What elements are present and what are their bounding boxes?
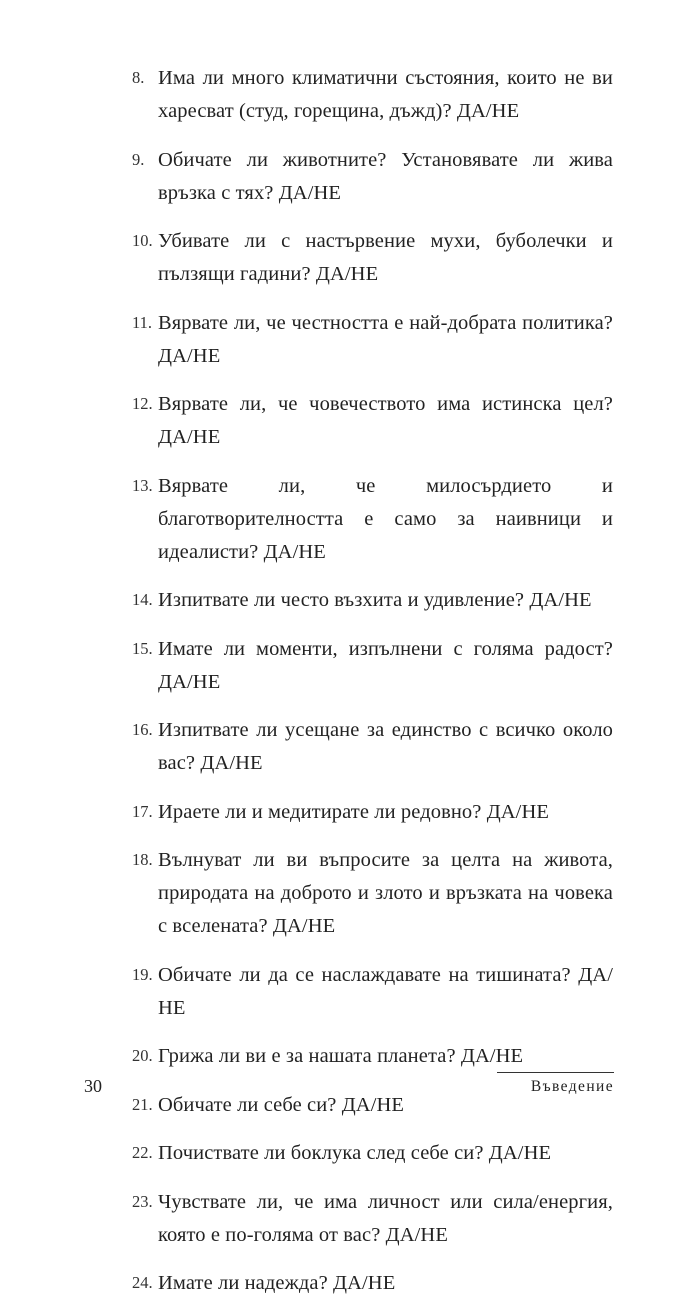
- item-text: Чувствате ли, че има личност или сила/енергия, която е по-голяма от вас? ДА/НЕ: [158, 1190, 613, 1246]
- item-text: Има ли много климатични състояния, които не ви харесват (студ, горещина, дъжд)? ДА/НЕ: [158, 67, 613, 122]
- item-text: Ираете ли и медитирате ли редовно? ДА/НЕ: [158, 800, 550, 823]
- list-item: [0, 1040, 700, 1073]
- list-item: [0, 584, 700, 617]
- page-number: 30: [84, 1076, 102, 1096]
- list-item: [0, 796, 700, 829]
- item-number: 8.: [132, 68, 145, 87]
- item-number: 12.: [132, 394, 153, 413]
- item-text: Вярвате ли, че честността е най-добрата политика? ДА/НЕ: [158, 311, 613, 367]
- item-number: 11.: [132, 312, 153, 332]
- item-text: Обичате ли животните? Установявате ли жива връзка с тях? ДА/НЕ: [158, 148, 613, 204]
- item-number: 20.: [132, 1046, 153, 1065]
- item-number: 23.: [132, 1191, 153, 1211]
- item-text: Изпитвате ли често възхита и удивление? ДА/НЕ: [158, 589, 592, 611]
- list-item: [0, 1186, 700, 1252]
- item-text: Имате ли моменти, изпълнени с голяма радост? ДА/НЕ: [158, 637, 613, 693]
- list-item: [0, 1137, 700, 1170]
- item-text: Вярвате ли, че милосърдието и благотворителността е само за наивници и идеалисти? ДА/НЕ: [158, 474, 613, 563]
- item-number: 19.: [132, 964, 153, 984]
- item-number: 24.: [132, 1273, 153, 1292]
- footer-divider: [497, 1072, 614, 1073]
- item-number: 18.: [132, 850, 153, 869]
- item-number: 14.: [132, 590, 153, 609]
- question-list: [0, 62, 700, 1316]
- list-item: [0, 1267, 700, 1300]
- list-item: [0, 959, 700, 1025]
- item-number: 13.: [132, 475, 153, 495]
- list-item: [0, 62, 700, 128]
- item-text: Почиствате ли боклука след себе си? ДА/НЕ: [158, 1142, 552, 1164]
- item-number: 9.: [132, 149, 145, 169]
- item-number: 17.: [132, 801, 153, 821]
- list-item: [0, 714, 700, 780]
- running-title: Въведение: [530, 1078, 614, 1095]
- item-number: 21.: [132, 1094, 153, 1114]
- list-item: [0, 388, 700, 454]
- list-item: [0, 470, 700, 569]
- item-number: 15.: [132, 638, 153, 658]
- item-number: 16.: [132, 720, 153, 739]
- list-item: [0, 844, 700, 943]
- item-text: Обичате ли да се наслаждавате на тишината? ДА/НЕ: [158, 963, 613, 1019]
- item-number: 22.: [132, 1143, 153, 1162]
- item-text: Вълнуват ли ви въпросите за целта на живота, природата на доброто и злото и връзката на човека с вселената? ДА/НЕ: [158, 849, 613, 937]
- item-text: Убивате ли с настървение мухи, буболечки и пълзящи гадини? ДА/НЕ: [158, 230, 613, 285]
- item-text: Изпитвате ли усещане за единство с всичко около вас? ДА/НЕ: [158, 719, 613, 774]
- list-item: [0, 225, 700, 291]
- list-item: [0, 633, 700, 699]
- item-text: Грижа ли ви е за нашата планета? ДА/НЕ: [158, 1045, 524, 1067]
- list-item: [0, 144, 700, 210]
- item-text: Обичате ли себе си? ДА/НЕ: [158, 1093, 405, 1116]
- item-number: 10.: [132, 231, 153, 250]
- item-text: Вярвате ли, че човечеството има истинска цел? ДА/НЕ: [158, 393, 613, 448]
- item-text: Имате ли надежда? ДА/НЕ: [158, 1272, 396, 1294]
- list-item: [0, 307, 700, 373]
